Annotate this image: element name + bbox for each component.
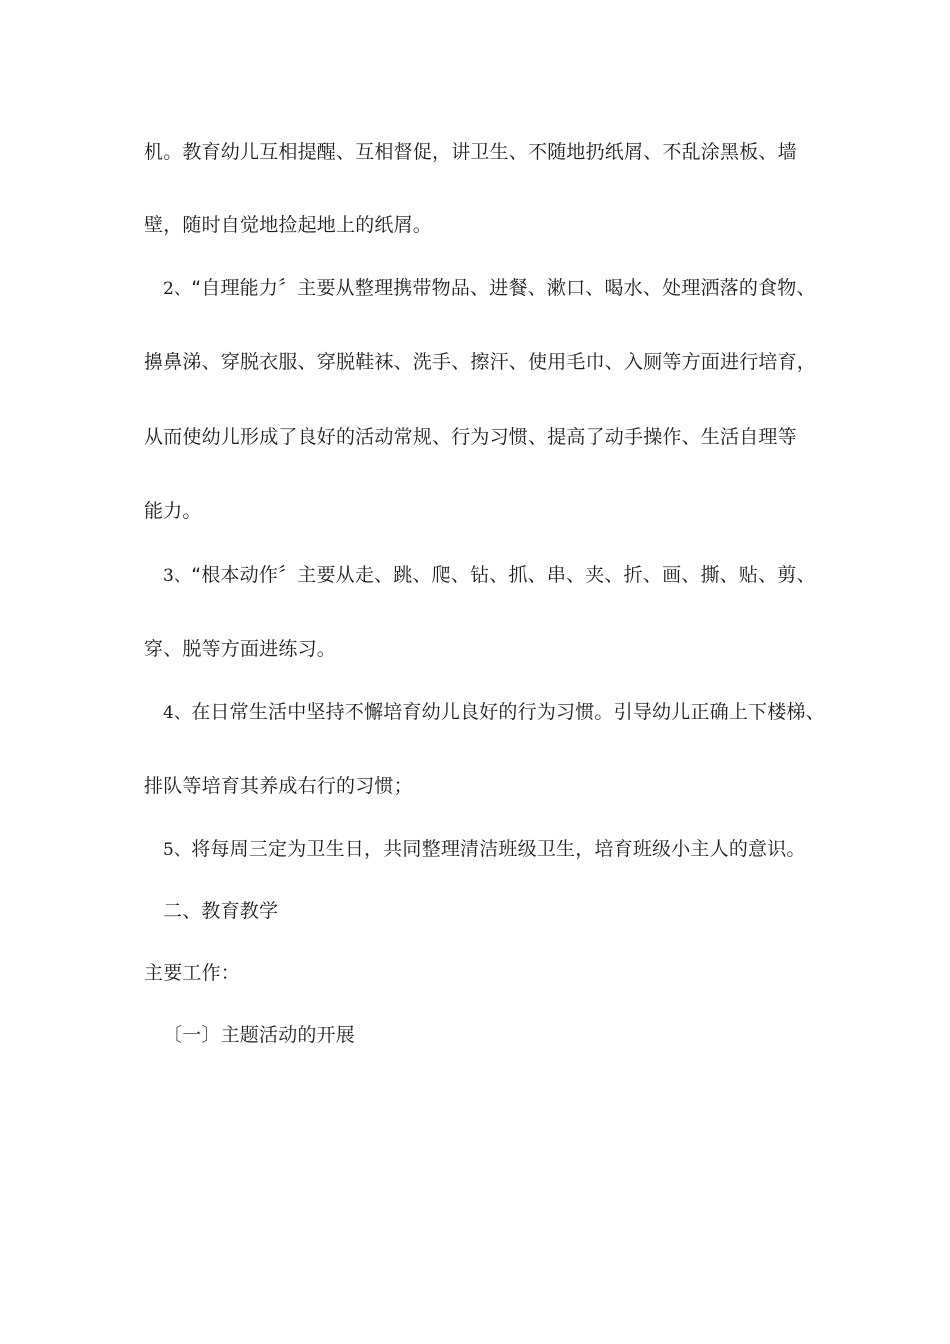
line-text: “根本动作〞主要从走、跳、爬、钻、抓、串、夹、折、画、撕、贴、剪、 [191,564,816,586]
paragraph-line [144,499,202,523]
paragraph-line [144,350,816,374]
heading-text: 二、教育教学 [163,900,279,922]
list-item-5 [163,837,806,862]
item-number: 2、 [163,279,192,299]
line-text: 穿、脱等方面进练习。 [144,638,337,660]
line-text: 从而使幼儿形成了良好的活动常规、行为习惯、提高了动手操作、生活自理等 [144,426,797,448]
paragraph-line [144,425,797,449]
line-text: 将每周三定为卫生日，共同整理清洁班级卫生，培育班级小主人的意识。 [191,838,806,860]
list-item-3 [163,563,816,588]
line-text: 擤鼻涕、穿脱衣服、穿脱鞋袜、洗手、擦汗、使用毛巾、入厕等方面进行培育， [144,351,817,373]
heading-text: 〔一〕主题活动的开展 [163,1024,356,1046]
subheading-line [144,961,240,985]
line-text: 排队等培育其养成右行的习惯； [144,775,413,797]
line-text: 在日常生活中坚持不懈培育幼儿良好的行为习惯。引导幼儿正确上下楼梯、 [191,701,825,723]
line-text: 壁，随时自觉地捡起地上的纸屑。 [144,214,433,236]
item-number: 4、 [163,703,192,723]
paragraph-line [144,140,797,164]
line-text: 主要工作： [144,962,241,984]
line-text: 机。教育幼儿互相提醒、互相督促，讲卫生、不随地扔纸屑、不乱涂黑板、墙 [144,141,797,163]
paragraph-line [144,637,336,661]
paragraph-line [144,774,413,798]
list-item-2 [163,276,816,301]
list-item-4 [163,700,825,725]
section-heading [163,899,278,923]
line-text: 能力。 [144,500,202,522]
subsection-heading [163,1023,355,1047]
paragraph-line [144,213,432,237]
item-number: 3、 [163,566,192,586]
item-number: 5、 [163,840,192,860]
line-text: “自理能力〞主要从整理携带物品、进餐、漱口、喝水、处理洒落的食物、 [191,277,816,299]
